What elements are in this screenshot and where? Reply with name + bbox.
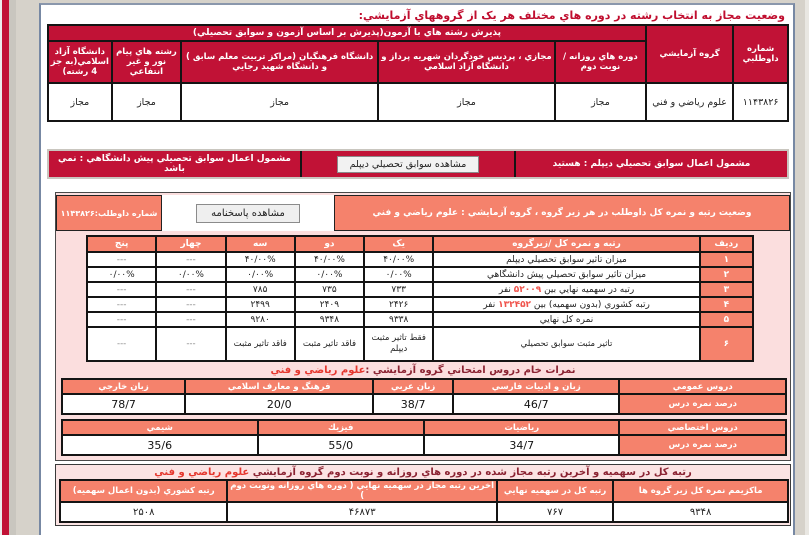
candidate-number-badge: شماره داوطلب:۱۱۴۳۸۲۶ (56, 195, 162, 231)
left-red-stripe (2, 0, 9, 535)
exam-group-name: علوم رياضي و فني (270, 365, 366, 376)
score-cell: 78/7 (62, 394, 185, 414)
exam-results-page (39, 3, 795, 535)
col-candidate-number: شماره داوطلبي (733, 25, 788, 83)
row-label: تاثير مثبت سوابق تحصيلي (433, 327, 699, 361)
table-row: ۶ تاثير مثبت سوابق تحصيلي فقط تاثير مثبت ديپلم فاقد تاثير مثبت فاقد تاثير مثبت --- --- (87, 327, 753, 361)
status-cell: مجاز (181, 83, 378, 121)
answer-sheet-button-wrap (162, 195, 334, 231)
col-azad-university: دانشگاه آزاد اسلامي(به جز 4 رشته) (48, 41, 112, 83)
value-cell: ۷۶۷ (497, 502, 613, 522)
score-cell: 20/0 (185, 394, 373, 414)
left-scrollbar-strip[interactable] (9, 0, 16, 535)
rank-section-title: وضعيت رتبه و نمره كل داوطلب در هر زير گروه ، گروه آزمايشي : علوم رياضي و فني (334, 195, 790, 231)
col-chemistry: شيمي (62, 420, 258, 435)
diploma-records-status: مشمول اعمال سوابق تحصيلي ديپلم : هستيد (514, 151, 787, 177)
raw-scores-title: نمرات خام دروس امتحاني گروه آزمايشي :علوم رياضي و فني (270, 365, 576, 376)
diploma-records-button-wrap (300, 151, 514, 177)
value-cell: ۹۳۴۸ (613, 502, 788, 522)
right-edge-strip (805, 0, 809, 535)
general-courses-header: دروس عمومي (619, 379, 786, 394)
status-cell: مجاز (378, 83, 555, 121)
table-row: ۱ ميزان تاثير سوابق تحصيلي ديپلم ۴۰/۰۰% ۴۰/۰۰% ۴۰/۰۰% --- --- (87, 252, 753, 267)
pre-university-records-status: مشمول اعمال سوابق تحصيلي پيش دانشگاهي : نمي باشد (58, 154, 291, 174)
rank-score-table (86, 235, 754, 362)
exam-group-name: علوم رياضي و فني (154, 467, 250, 478)
view-diploma-records-button[interactable]: مشاهده سوابق تحصيلي ديپلم (337, 156, 480, 173)
specialized-courses-header: دروس اختصاصي (619, 420, 786, 435)
col-row-number: رديف (700, 236, 753, 252)
exam-group-cell: علوم رياضي و فني (646, 83, 733, 121)
candidate-number-cell: ۱۱۴۳۸۲۶ (733, 83, 788, 121)
score-cell: 46/7 (453, 394, 620, 414)
table-row: ۵ نمره كل نهايي ۹۳۳۸ ۹۳۴۸ ۹۲۸۰ --- --- (87, 312, 753, 327)
status-cell: مجاز (48, 83, 112, 121)
col-payamnoor: رشته هاي پيام نور و غير انتفاعي (112, 41, 182, 83)
col-mathematics: رياضيات (424, 420, 619, 435)
general-courses-table (61, 378, 787, 415)
col-arabic: زبان عربي (373, 379, 453, 394)
value-cell: ۲۵۰۸ (60, 502, 227, 522)
score-cell: 34/7 (424, 435, 619, 455)
row-label: نمره كل نهايي (433, 312, 699, 327)
col-exam-group: گروه آزمايشي (646, 25, 733, 83)
col-subgroup-two: دو (295, 236, 364, 252)
row-label: رتبه در سهميه نهايي بين ۵۲۰۰۹ نفر (433, 282, 699, 297)
status-cell: مجاز (555, 83, 646, 121)
row-label: ميزان تاثير سوابق تحصيلي ديپلم (433, 252, 699, 267)
col-subgroup-four: چهار (156, 236, 225, 252)
col-admission-with-exam: پذيرش رشته هاي با آزمون(پذيرش بر اساس آزمون و سوابق تحصيلي) (48, 25, 646, 41)
rank-section (55, 192, 791, 461)
col-foreign-language: زبان خارجي (62, 379, 185, 394)
col-subgroup-one: يک (364, 236, 433, 252)
rank-section-header (56, 195, 790, 231)
col-rank-score-subgroup: رتبه و نمره كل /زيرگروه (433, 236, 699, 252)
table-row: ۲ ميزان تاثير سوابق تحصيلي پيش دانشگاهي ۰/۰۰% ۰/۰۰% ۰/۰۰% ۰/۰۰% ۰/۰۰% (87, 267, 753, 282)
total-national-count: ۱۳۲۴۵۲ (498, 299, 532, 310)
final-rank-table (59, 479, 789, 523)
col-persian-literature: زبان و ادبيات فارسي (453, 379, 620, 394)
table-row: ۳ رتبه در سهميه نهايي بين ۵۲۰۰۹ نفر ۷۳۳ ۷۳۵ ۷۸۵ --- --- (87, 282, 753, 297)
col-subgroup-five: پنج (87, 236, 156, 252)
col-last-admitted-rank: آخرين رتبه مجاز در سهميه نهايي ( دوره هاي روزانه ونوبت دوم ) (227, 480, 496, 502)
row-label: ميزان تاثير سوابق تحصيلي پيش دانشگاهي (433, 267, 699, 282)
col-subgroup-three: سه (226, 236, 295, 252)
col-farhangian: دانشگاه فرهنگيان (مراكز تربيت معلم سابق ) و دانشگاه شهيد رجايي (181, 41, 378, 83)
final-rank-title: رتبه كل در سهميه و آخرين رتبه مجاز شده در دوره هاي روزانه و نوبت دوم گروه آزمايشي علوم رياضي و فني (154, 467, 692, 478)
admission-status-table (47, 24, 789, 122)
score-cell: 35/6 (62, 435, 258, 455)
total-in-quota-count: ۵۲۰۰۹ (513, 284, 542, 295)
status-cell: مجاز (112, 83, 182, 121)
value-cell: ۴۶۸۷۳ (227, 502, 496, 522)
row-label: رتبه كشوري (بدون سهميه) بين ۱۳۲۴۵۲ نفر (433, 297, 699, 312)
score-cell: 38/7 (373, 394, 453, 414)
page-title: وضعيت مجاز به انتخاب رشته در دوره هاي مختلف هر يک از گروههاي آزمايشي: (358, 9, 785, 22)
col-national-rank: رتبه كشوري (بدون اعمال سهميه) (60, 480, 227, 502)
academic-records-bar (47, 149, 789, 179)
table-row: ۴ رتبه كشوري (بدون سهميه) بين ۱۳۲۴۵۲ نفر ۲۴۲۶ ۲۴۰۹ ۲۴۹۹ --- --- (87, 297, 753, 312)
col-physics: فيزيك (258, 420, 425, 435)
col-islamic-culture: فرهنگ و معارف اسلامي (185, 379, 373, 394)
specialized-courses-table (61, 419, 787, 456)
final-rank-section (55, 464, 791, 526)
col-total-rank-in-quota: رتبه كل در سهميه نهايي (497, 480, 613, 502)
score-percent-label: درصد نمره درس (619, 394, 786, 414)
score-cell: 55/0 (258, 435, 425, 455)
col-virtual-campus: مجازي ، پرديس خودگردان شهريه پرداز و دانشگاه آزاد اسلامي (378, 41, 555, 83)
col-max-subgroup-score: ماكزيمم نمره كل زير گروه ها (613, 480, 788, 502)
view-answer-sheet-button[interactable]: مشاهده پاسخنامه (196, 204, 300, 223)
score-percent-label: درصد نمره درس (619, 435, 786, 455)
col-daytime-courses: دوره هاي روزانه / نوبت دوم (555, 41, 646, 83)
